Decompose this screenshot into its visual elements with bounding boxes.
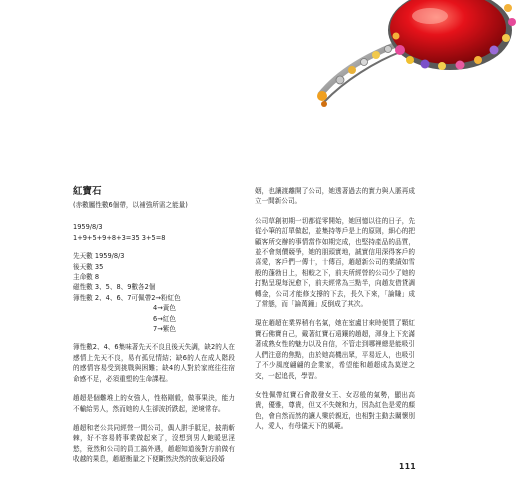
chart-line: 先天數 1959/8/3 [73,252,125,261]
chart-line: 7→紫色 [153,325,176,334]
body-paragraph: 趙超和老公共同經營一間公司，偶人胼手胝足，披荊斬棘，好不容易將事業做起來了，沒想到男人飽暖思淫慾，竟然和公司的員工搞外遇，趙超知道後對方前做有收越的果息，趙超衡量之下便斷然決然的放棄這段婚 [73,423,235,464]
body-paragraph: 公司草創初期一切都從零開始，她回憶以往的日子，先從小筆的訂單做起，並集持等戶是上的原則，細心的把顧客所交辦的事情當作如期完成，也堅持產品的品質，並不會刻價競爭，她的朋頭實地，誠實信用深得客戶的喜愛，客戶們一傳十，十傳百，趙超新公司的業績如雪般的蓬勃日上，相較之下，前夫所經營的公司少了她的打點呈現每況愈下，前夫經常為三點半，向趙友借貸調轉金，公司才能修支撐的下去，長久下來，「論賺」成了常態，而「論萬鐘」反倒成了其次。 [255,216,415,309]
chart-line: 磁性數 3、5、8、9數各2個 [73,283,156,292]
chart-line: 4→黃色 [153,304,176,313]
article-title: 紅寶石 [73,186,102,197]
right-column [255,186,415,441]
chart-line: 後天數 35 [73,262,104,271]
chart-line: 簿性數 2、4、6、7可佩帶2→粉紅色 [73,293,181,302]
body-paragraph: 女性佩帶紅寶石會散發女王、女忍般的氣勢，顯出高貴，優雅，尊貴，但又不失婉和力，因為紅色是愛的顏色，會自然而然的讓人樂於親近，也相對主動去關懷別人，愛人，有母儀天下的風範。 [255,390,415,431]
article-subtitle: (赤數屬性數6個帶，以補強所需之能量) [73,201,188,209]
page-number: 111 [399,462,417,471]
chart-line: 主命數 8 [73,273,100,282]
calc-line: 1+9+5+9+8+3=35 3+5=8 [73,233,166,242]
left-column [73,186,235,474]
body-paragraph: 現在趙超在業界稍有名氣，她在室盧甘來時便買了顆紅寶石佛寶自己，戴著紅寶石遠鑲的趙超，渾身上下充滿著成熟女性的魅力以及自信，不管走到哪裡總是能吸引人們注意的焦點，由於她高機出眾，平易近人，也吸引了不少風度翩翩的企業家，希望能和趙超成為莫逆之交，一起追長，學習。 [255,319,415,380]
ruby-ring-illustration [300,0,520,118]
body-paragraph: 趙超是個難堆上的女強人，性格剛毅，做事果決，能力不輸給男人，然而她的人生卻波折跌起，逆境常存。 [73,394,235,413]
body-paragraph: 姻，也讓渡離開了公司，她透著過去的實力與人脈再成立一間新公司。 [255,187,415,206]
body-paragraph: 簿性數2、4、6集味著先天不良且後天失調，缺2的人在感情上先天不良，易有孤兒情結；缺6的人在成人階段的感情容易受到挑戰與困難；缺4的人對於家庭往往宿命感不足，必須重塑的生命課程。 [73,343,235,383]
chart-line: 6→紅色 [153,314,176,323]
calc-line: 1959/8/3 [73,223,103,232]
